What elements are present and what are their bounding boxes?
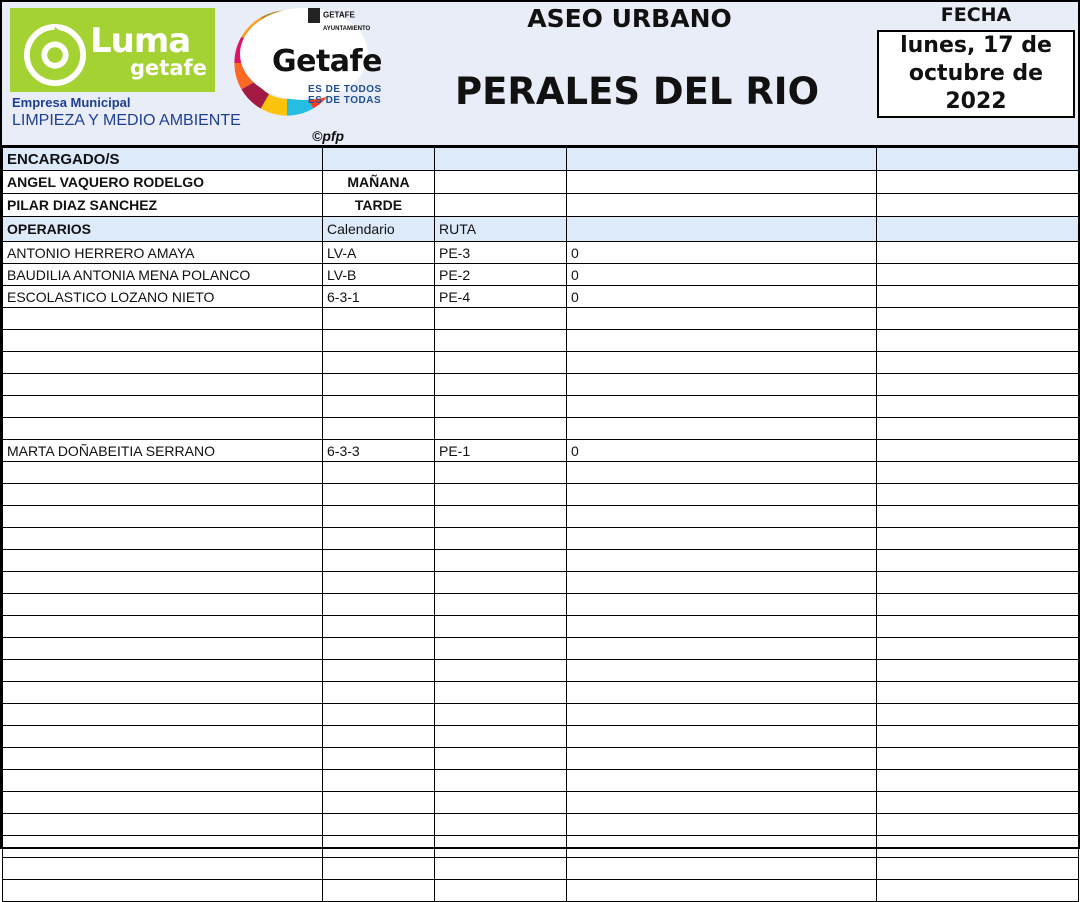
operario-extra[interactable] xyxy=(877,286,1079,308)
operario-observacion[interactable] xyxy=(567,770,877,792)
column-header-ruta: RUTA xyxy=(435,217,567,242)
table-row xyxy=(3,352,1079,374)
operario-observacion[interactable] xyxy=(567,572,877,594)
operario-ruta[interactable] xyxy=(435,396,567,418)
operario-calendario[interactable] xyxy=(323,594,435,616)
operario-name[interactable] xyxy=(3,352,323,374)
operario-ruta[interactable] xyxy=(435,616,567,638)
operario-name[interactable] xyxy=(3,550,323,572)
column-header-4 xyxy=(567,217,877,242)
company-line-1: Empresa Municipal xyxy=(12,95,131,110)
table-row xyxy=(3,748,1079,770)
operario-name[interactable]: ANTONIO HERRERO AMAYA xyxy=(3,242,323,264)
operario-calendario[interactable] xyxy=(323,660,435,682)
table-row xyxy=(3,418,1079,440)
operario-name[interactable] xyxy=(3,682,323,704)
operario-calendario[interactable] xyxy=(323,836,435,858)
operario-name[interactable] xyxy=(3,770,323,792)
table-row xyxy=(3,462,1079,484)
operario-observacion[interactable] xyxy=(567,660,877,682)
operario-ruta[interactable] xyxy=(435,726,567,748)
operario-name[interactable] xyxy=(3,792,323,814)
table-row xyxy=(3,572,1079,594)
credit-text: ©pfp xyxy=(312,128,345,144)
operario-extra[interactable] xyxy=(877,770,1079,792)
table-row xyxy=(3,770,1079,792)
operario-ruta[interactable] xyxy=(435,418,567,440)
operario-extra[interactable] xyxy=(877,858,1079,880)
operario-ruta[interactable] xyxy=(435,528,567,550)
luma-wordmark: Luma xyxy=(90,21,191,61)
sdg-slogan-line-2: ES DE TODAS xyxy=(308,95,382,106)
sdg-slogan-line-1: ES DE TODOS xyxy=(308,84,382,95)
table-row xyxy=(3,506,1079,528)
operario-ruta[interactable]: PE-4 xyxy=(435,286,567,308)
table-row xyxy=(3,836,1079,858)
operario-calendario[interactable] xyxy=(323,352,435,374)
operario-calendario[interactable] xyxy=(323,418,435,440)
operario-ruta[interactable] xyxy=(435,330,567,352)
operario-calendario[interactable] xyxy=(323,770,435,792)
table-row xyxy=(3,242,1079,264)
operario-calendario[interactable] xyxy=(323,374,435,396)
encargados-cell-4 xyxy=(567,148,877,171)
getafe-logo xyxy=(220,4,385,129)
operario-calendario[interactable] xyxy=(323,572,435,594)
operario-observacion[interactable] xyxy=(567,418,877,440)
operario-extra[interactable] xyxy=(877,374,1079,396)
operario-name[interactable] xyxy=(3,616,323,638)
getafe-crest xyxy=(308,8,370,34)
operario-name[interactable] xyxy=(3,506,323,528)
operario-name[interactable] xyxy=(3,484,323,506)
operario-name[interactable] xyxy=(3,462,323,484)
operario-calendario[interactable]: 6-3-3 xyxy=(323,440,435,462)
operario-ruta[interactable] xyxy=(435,836,567,858)
table-row xyxy=(3,682,1079,704)
table-row xyxy=(3,528,1079,550)
table-row xyxy=(3,440,1079,462)
operario-observacion[interactable] xyxy=(567,462,877,484)
operario-ruta[interactable] xyxy=(435,792,567,814)
operario-observacion[interactable] xyxy=(567,594,877,616)
operario-calendario[interactable] xyxy=(323,506,435,528)
operario-observacion[interactable] xyxy=(567,638,877,660)
operario-name[interactable]: BAUDILIA ANTONIA MENA POLANCO xyxy=(3,264,323,286)
operario-ruta[interactable]: PE-3 xyxy=(435,242,567,264)
operario-extra[interactable] xyxy=(877,638,1079,660)
crest-shield-icon xyxy=(308,8,320,23)
operario-observacion[interactable]: 0 xyxy=(567,440,877,462)
operario-ruta[interactable] xyxy=(435,880,567,902)
supervisor-col5 xyxy=(877,171,1079,194)
operario-calendario[interactable] xyxy=(323,814,435,836)
operario-observacion[interactable] xyxy=(567,682,877,704)
operario-name[interactable] xyxy=(3,704,323,726)
operario-calendario[interactable] xyxy=(323,396,435,418)
operario-observacion[interactable] xyxy=(567,352,877,374)
operario-ruta[interactable] xyxy=(435,682,567,704)
operario-calendario[interactable] xyxy=(323,616,435,638)
operario-observacion[interactable] xyxy=(567,484,877,506)
getafe-wordmark: Getafe xyxy=(272,44,382,79)
operario-ruta[interactable] xyxy=(435,462,567,484)
operario-extra[interactable] xyxy=(877,814,1079,836)
operario-ruta[interactable]: PE-2 xyxy=(435,264,567,286)
operario-extra[interactable] xyxy=(877,352,1079,374)
operario-extra[interactable] xyxy=(877,550,1079,572)
table-row xyxy=(3,814,1079,836)
table-row xyxy=(3,264,1079,286)
operario-extra[interactable] xyxy=(877,264,1079,286)
operario-ruta[interactable] xyxy=(435,770,567,792)
operario-observacion[interactable]: 0 xyxy=(567,286,877,308)
operario-ruta[interactable] xyxy=(435,572,567,594)
operario-calendario[interactable] xyxy=(323,308,435,330)
operario-ruta[interactable] xyxy=(435,748,567,770)
operario-name[interactable] xyxy=(3,418,323,440)
table-row xyxy=(3,638,1079,660)
operario-name[interactable]: ESCOLASTICO LOZANO NIETO xyxy=(3,286,323,308)
operario-extra[interactable] xyxy=(877,836,1079,858)
operario-observacion[interactable] xyxy=(567,396,877,418)
table-row xyxy=(3,616,1079,638)
operario-ruta[interactable] xyxy=(435,352,567,374)
operario-ruta[interactable] xyxy=(435,308,567,330)
operario-calendario[interactable] xyxy=(323,858,435,880)
column-header-calendario: Calendario xyxy=(323,217,435,242)
operario-calendario[interactable] xyxy=(323,792,435,814)
operario-name[interactable] xyxy=(3,572,323,594)
operario-observacion[interactable]: 0 xyxy=(567,264,877,286)
operario-observacion[interactable] xyxy=(567,528,877,550)
operario-ruta[interactable] xyxy=(435,704,567,726)
operario-name[interactable] xyxy=(3,880,323,902)
operario-ruta[interactable] xyxy=(435,660,567,682)
table-row xyxy=(3,330,1079,352)
operario-observacion[interactable] xyxy=(567,616,877,638)
supervisor-col3 xyxy=(435,194,567,217)
operario-observacion[interactable]: 0 xyxy=(567,242,877,264)
operario-name[interactable] xyxy=(3,308,323,330)
operario-calendario[interactable] xyxy=(323,726,435,748)
operario-extra[interactable] xyxy=(877,506,1079,528)
sdg-slogan xyxy=(308,84,382,106)
fecha-label: FECHA xyxy=(940,4,1012,26)
operario-ruta[interactable] xyxy=(435,638,567,660)
operario-observacion[interactable] xyxy=(567,704,877,726)
table-row-encargados-header xyxy=(3,148,1079,171)
table-row xyxy=(3,194,1079,217)
operario-ruta[interactable] xyxy=(435,550,567,572)
operario-observacion[interactable] xyxy=(567,748,877,770)
table-row-operarios-header xyxy=(3,217,1079,242)
encargados-cell-2 xyxy=(323,148,435,171)
operario-observacion[interactable] xyxy=(567,858,877,880)
operario-calendario[interactable] xyxy=(323,704,435,726)
operario-name[interactable] xyxy=(3,638,323,660)
operario-observacion[interactable] xyxy=(567,550,877,572)
operario-calendario[interactable] xyxy=(323,330,435,352)
operario-name[interactable] xyxy=(3,330,323,352)
supervisor-col4 xyxy=(567,194,877,217)
operario-ruta[interactable] xyxy=(435,814,567,836)
column-header-5 xyxy=(877,217,1079,242)
operario-extra[interactable] xyxy=(877,660,1079,682)
operario-extra[interactable] xyxy=(877,792,1079,814)
operario-calendario[interactable] xyxy=(323,462,435,484)
operario-ruta[interactable] xyxy=(435,594,567,616)
operario-observacion[interactable] xyxy=(567,836,877,858)
operario-calendario[interactable] xyxy=(323,880,435,902)
header-title-top: ASEO URBANO xyxy=(527,4,732,33)
operario-extra[interactable] xyxy=(877,682,1079,704)
operario-extra[interactable] xyxy=(877,242,1079,264)
operario-name[interactable] xyxy=(3,858,323,880)
encargados-label: ENCARGADO/S xyxy=(3,148,323,171)
page-title: PERALES DEL RIO xyxy=(454,70,820,113)
luma-swirl-icon xyxy=(24,24,86,86)
operario-extra[interactable] xyxy=(877,704,1079,726)
document-header xyxy=(2,2,1078,147)
supervisor-col4 xyxy=(567,171,877,194)
operario-observacion[interactable] xyxy=(567,330,877,352)
operario-extra[interactable] xyxy=(877,594,1079,616)
operario-observacion[interactable] xyxy=(567,308,877,330)
supervisor-turno: MAÑANA xyxy=(323,171,435,194)
luma-logo xyxy=(10,8,215,92)
operario-observacion[interactable] xyxy=(567,374,877,396)
operario-extra[interactable] xyxy=(877,308,1079,330)
operario-name[interactable] xyxy=(3,814,323,836)
assignment-table xyxy=(2,147,1079,902)
operario-extra[interactable] xyxy=(877,418,1079,440)
operario-name[interactable] xyxy=(3,594,323,616)
operario-name[interactable]: MARTA DOÑABEITIA SERRANO xyxy=(3,440,323,462)
table-row xyxy=(3,396,1079,418)
supervisor-name: PILAR DIAZ SANCHEZ xyxy=(3,194,323,217)
operario-ruta[interactable] xyxy=(435,506,567,528)
table-body xyxy=(3,148,1079,902)
operario-extra[interactable] xyxy=(877,462,1079,484)
operario-calendario[interactable]: LV-B xyxy=(323,264,435,286)
operario-observacion[interactable] xyxy=(567,726,877,748)
table-row xyxy=(3,594,1079,616)
table-row xyxy=(3,880,1079,902)
operario-calendario[interactable] xyxy=(323,682,435,704)
table-row xyxy=(3,484,1079,506)
operario-observacion[interactable] xyxy=(567,506,877,528)
encargados-cell-5 xyxy=(877,148,1079,171)
table-row xyxy=(3,308,1079,330)
operario-observacion[interactable] xyxy=(567,792,877,814)
company-line-2: LIMPIEZA Y MEDIO AMBIENTE xyxy=(12,112,241,129)
operario-name[interactable] xyxy=(3,396,323,418)
operario-calendario[interactable] xyxy=(323,484,435,506)
operario-extra[interactable] xyxy=(877,484,1079,506)
operario-name[interactable] xyxy=(3,374,323,396)
operario-name[interactable] xyxy=(3,836,323,858)
operario-extra[interactable] xyxy=(877,880,1079,902)
operarios-label: OPERARIOS xyxy=(3,217,323,242)
operario-name[interactable] xyxy=(3,660,323,682)
luma-subbrand: getafe xyxy=(130,56,207,80)
operario-extra[interactable] xyxy=(877,396,1079,418)
operario-extra[interactable] xyxy=(877,330,1079,352)
supervisor-col5 xyxy=(877,194,1079,217)
table-row xyxy=(3,660,1079,682)
operario-extra[interactable] xyxy=(877,572,1079,594)
operario-extra[interactable] xyxy=(877,528,1079,550)
table-row xyxy=(3,550,1079,572)
operario-extra[interactable] xyxy=(877,726,1079,748)
fecha-value: lunes, 17 de octubre de 2022 xyxy=(877,30,1075,118)
table-row xyxy=(3,171,1079,194)
table-row xyxy=(3,792,1079,814)
operario-calendario[interactable] xyxy=(323,528,435,550)
operario-extra[interactable] xyxy=(877,616,1079,638)
crest-line-1: GETAFE xyxy=(323,10,355,20)
supervisor-name: ANGEL VAQUERO RODELGO xyxy=(3,171,323,194)
crest-line-2: AYUNTAMIENTO xyxy=(323,26,371,32)
operario-ruta[interactable]: PE-1 xyxy=(435,440,567,462)
table-row xyxy=(3,374,1079,396)
operario-observacion[interactable] xyxy=(567,814,877,836)
operario-calendario[interactable] xyxy=(323,748,435,770)
encargados-cell-3 xyxy=(435,148,567,171)
table-row xyxy=(3,726,1079,748)
operario-calendario[interactable]: LV-A xyxy=(323,242,435,264)
operario-name[interactable] xyxy=(3,528,323,550)
operario-calendario[interactable]: 6-3-1 xyxy=(323,286,435,308)
operario-calendario[interactable] xyxy=(323,638,435,660)
table-row xyxy=(3,704,1079,726)
operario-ruta[interactable] xyxy=(435,484,567,506)
operario-ruta[interactable] xyxy=(435,858,567,880)
operario-name[interactable] xyxy=(3,748,323,770)
supervisor-col3 xyxy=(435,171,567,194)
supervisor-turno: TARDE xyxy=(323,194,435,217)
operario-calendario[interactable] xyxy=(323,550,435,572)
operario-observacion[interactable] xyxy=(567,880,877,902)
operario-ruta[interactable] xyxy=(435,374,567,396)
table-row xyxy=(3,286,1079,308)
operario-name[interactable] xyxy=(3,726,323,748)
operario-extra[interactable] xyxy=(877,748,1079,770)
table-row xyxy=(3,858,1079,880)
operario-extra[interactable] xyxy=(877,440,1079,462)
